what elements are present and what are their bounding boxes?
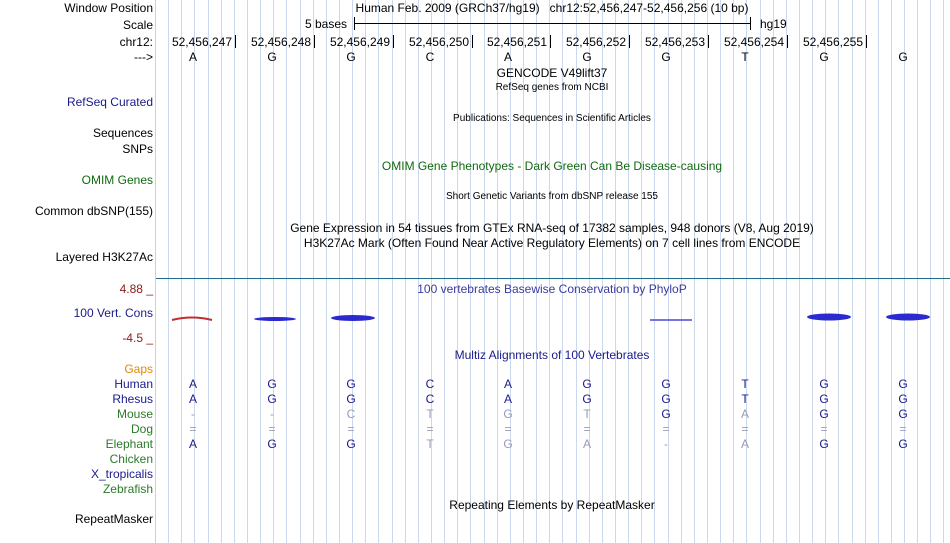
reference-base: T [741,50,749,64]
ruler-coordinate: 52,456,250 [408,35,469,49]
alignment-base: = [268,422,276,436]
window-position-label: Window Position [64,1,153,15]
repeatmasker-track-label[interactable]: RepeatMasker [74,512,153,526]
assembly-text: Human Feb. 2009 (GRCh37/hg19) [355,1,540,15]
strand-label: ---> [134,50,153,64]
alignment-base: = [741,422,749,436]
alignment-base: G [582,377,592,391]
alignment-base: T [426,407,434,421]
ruler-coordinate: 52,456,249 [329,35,390,49]
alignment-base: = [426,422,434,436]
alignment-base: G [267,377,277,391]
alignment-base: G [898,437,908,451]
alignment-base: G [503,407,513,421]
alignment-base: = [662,422,670,436]
omim-track-title[interactable]: OMIM Gene Phenotypes - Dark Green Can Be Disease-causing [381,159,723,173]
gaps-label: Gaps [124,362,153,376]
alignment-base: G [346,437,356,451]
reference-base: G [819,50,829,64]
species-label-rhesus[interactable]: Rhesus [112,392,153,406]
alignment-base: - [664,437,668,451]
position-text: chr12:52,456,247-52,456,256 (10 bp) [549,1,749,15]
ruler-coordinate: 52,456,255 [802,35,863,49]
phylop-track-title[interactable]: 100 vertebrates Basewise Conservation by PhyloP [417,282,687,296]
alignment-base: T [583,407,591,421]
alignment-base: = [347,422,355,436]
reference-base: G [898,50,908,64]
alignment-base: A [188,377,198,391]
cons-max-label: 4.88 _ [119,282,153,296]
alignment-base: A [503,392,513,406]
alignment-base: G [661,407,671,421]
alignment-base: G [267,437,277,451]
alignment-base: A [503,377,513,391]
db-text: hg19 [760,17,787,31]
alignment-base: C [425,377,435,391]
alignment-base: A [582,437,592,451]
ruler-coordinate: 52,456,251 [486,35,547,49]
alignment-base: A [740,407,750,421]
cons-track-label[interactable]: 100 Vert. Cons [73,306,153,320]
species-label-x_tropicalis[interactable]: X_tropicalis [90,467,153,481]
alignment-base: G [346,392,356,406]
ruler-coordinate: 52,456,254 [723,35,784,49]
species-label-zebrafish[interactable]: Zebrafish [102,482,153,496]
alignment-base: G [898,377,908,391]
reference-base: A [503,50,513,64]
ruler-coordinate: 52,456,252 [565,35,626,49]
gencode-track-title[interactable]: GENCODE V49lift37 [496,66,608,80]
phylop-logo-base-2 [254,317,296,321]
ruler-coordinate: 52,456,253 [644,35,705,49]
alignment-base: C [425,392,435,406]
alignment-base: G [661,392,671,406]
phylop-logo-base-3 [331,315,375,321]
alignment-base: = [189,422,197,436]
alignment-base: T [741,377,749,391]
alignment-base: - [191,407,195,421]
reference-base: G [661,50,671,64]
reference-base: G [267,50,277,64]
ruler-coordinate: 52,456,247 [171,35,232,49]
alignment-base: G [898,407,908,421]
alignment-base: G [819,407,829,421]
dbsnp-track-label[interactable]: Common dbSNP(155) [34,204,153,218]
species-label-dog[interactable]: Dog [130,422,153,436]
alignment-base: T [426,437,434,451]
snps-label[interactable]: SNPs [122,142,153,156]
species-label-chicken[interactable]: Chicken [109,452,153,466]
alignment-base: G [267,392,277,406]
alignment-base: C [346,407,356,421]
species-label-elephant[interactable]: Elephant [105,437,153,451]
reference-base: G [346,50,356,64]
phylop-logo-base-10 [886,314,930,321]
gtex-track-title[interactable]: Gene Expression in 54 tissues from GTEx RNA-seq of 17382 samples, 948 donors (V8, Aug 2019) [290,221,814,235]
phylop-logo-base-1 [172,318,212,321]
refseq-track-label[interactable]: RefSeq Curated [66,95,153,109]
alignment-base: A [188,392,198,406]
cons-min-label: -4.5 _ [122,331,153,345]
h3k27ac-track-label[interactable]: Layered H3K27Ac [55,250,153,264]
alignment-base: G [503,437,513,451]
dbsnp-track-title[interactable]: Short Genetic Variants from dbSNP release 155 [446,191,658,202]
alignment-base: G [346,377,356,391]
alignment-base: G [661,377,671,391]
chrom-label: chr12: [119,35,153,49]
alignment-base: = [583,422,591,436]
publications-track-title[interactable]: Publications: Sequences in Scientific Articles [453,113,651,124]
alignment-base: = [504,422,512,436]
reference-base: A [188,50,198,64]
alignment-base: G [819,437,829,451]
omim-track-label[interactable]: OMIM Genes [81,173,153,187]
multiz-track-title[interactable]: Multiz Alignments of 100 Vertebrates [454,348,650,362]
species-label-mouse[interactable]: Mouse [116,407,153,421]
alignment-base: = [899,422,907,436]
alignment-base: G [582,392,592,406]
scale-text: 5 bases [305,17,348,31]
repeatmasker-track-title[interactable]: Repeating Elements by RepeatMasker [449,498,655,512]
reference-base: C [425,50,435,64]
alignment-base: = [820,422,828,436]
alignment-base: A [188,437,198,451]
alignment-base: A [740,437,750,451]
alignment-base: G [898,392,908,406]
refseq-track-subtitle[interactable]: RefSeq genes from NCBI [495,82,609,93]
scale-label: Scale [122,18,153,32]
h3k27ac-track-title[interactable]: H3K27Ac Mark (Often Found Near Active Regulatory Elements) on 7 cell lines from ENCODE [303,236,801,250]
ruler-coordinate: 52,456,248 [250,35,311,49]
sequences-label[interactable]: Sequences [92,126,153,140]
alignment-base: T [741,392,749,406]
alignment-base: - [270,407,274,421]
alignment-base: G [819,392,829,406]
reference-base: G [582,50,592,64]
alignment-base: G [819,377,829,391]
species-label-human[interactable]: Human [114,377,153,391]
phylop-logo-base-9 [807,314,851,321]
